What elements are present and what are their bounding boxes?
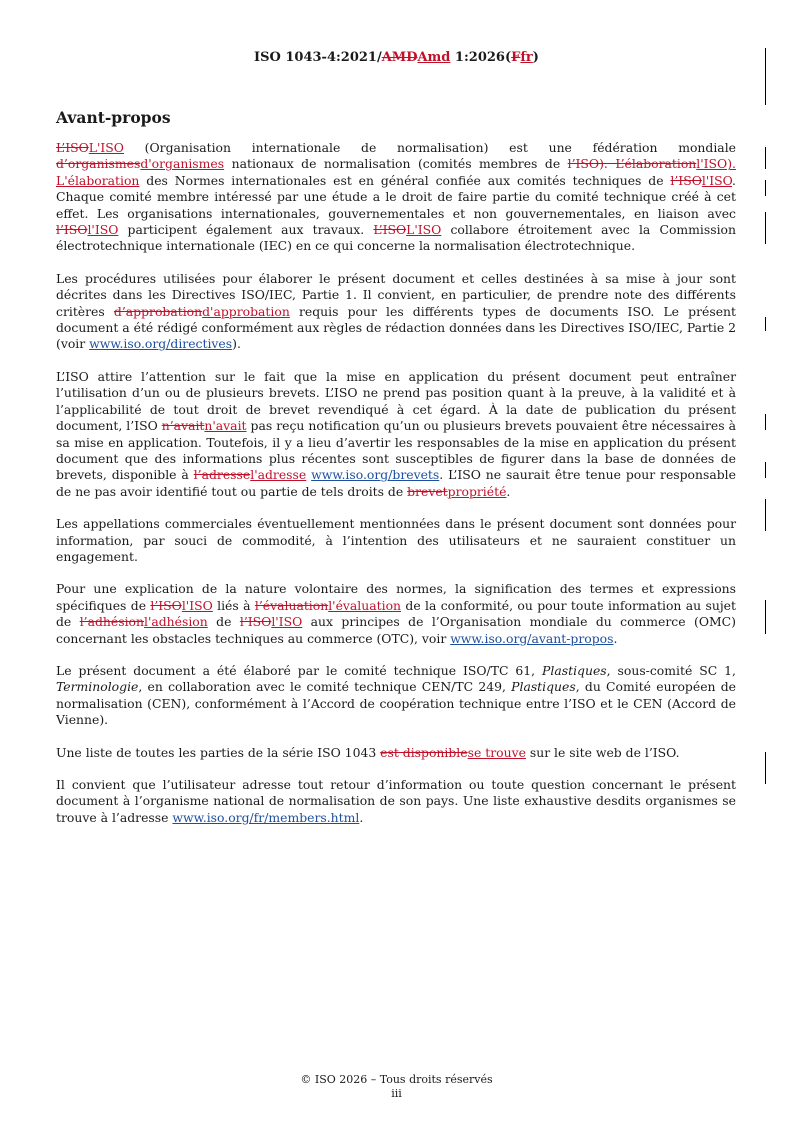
deleted-text: l’adhésion [79, 614, 144, 630]
emphasis-text: Plastiques [511, 679, 576, 695]
paragraph-text: , du Comité européen de normalisation (CEN), conformément à l’Accord de coopération technique entre l’ISO et le CEN (Accord de Vienne). [56, 679, 736, 728]
paragraph-committee [56, 663, 736, 729]
paragraph-text: ). [232, 336, 241, 352]
paragraph-patents [56, 369, 736, 500]
paragraph-text: requis pour les différents types de documents ISO. Le présent document a été rédigé conformément aux règles de rédaction données dans les Directives ISO/IEC, Partie 2 (voir [56, 303, 737, 352]
page-number: iii [391, 1087, 402, 1100]
emphasis-text: Plastiques [542, 662, 607, 678]
inserted-text: l'évaluation [328, 597, 402, 613]
deleted-text: F [511, 50, 521, 65]
deleted-text: L’ISO [56, 140, 89, 155]
paragraph-series-list [56, 745, 736, 761]
change-bar [765, 462, 766, 478]
foreword-body [56, 140, 736, 842]
header-text-c: ) [532, 50, 539, 65]
paragraph-text: , en collaboration avec le comité technique CEN/TC 249, [138, 679, 512, 695]
paragraph-text: . L’ISO ne saurait être tenue pour responsable de ne pas avoir identifié tout ou partie de tels droits de [56, 467, 736, 499]
paragraph-text: . [506, 483, 511, 499]
paragraph-text: sur le site web de l’ISO. [525, 744, 680, 760]
inserted-text: L'ISO [406, 222, 442, 238]
deleted-text: l’adresse [193, 467, 251, 483]
inserted-text: l'ISO [271, 614, 303, 630]
change-bar [765, 48, 766, 105]
change-bar [765, 212, 766, 244]
change-bar [765, 317, 766, 331]
paragraph-text: Une liste de toutes les parties de la série ISO 1043 [56, 744, 381, 760]
members-link[interactable]: www.iso.org/fr/members.html [172, 809, 360, 825]
foreword-link[interactable]: www.iso.org/avant-propos [450, 630, 614, 646]
document-header [0, 50, 793, 65]
inserted-text: l'adresse [250, 467, 307, 483]
deleted-text: l’ISO). L’élaboration [567, 156, 697, 172]
inserted-text: d'approbation [202, 303, 290, 319]
paragraph-text: Pour une explication de la nature volontaire des normes, la signification des termes et expressions spécifiques de [56, 581, 736, 613]
paragraph-text: de [207, 614, 240, 630]
change-bar [765, 600, 766, 634]
inserted-text: fr [520, 50, 533, 65]
deleted-text: n’avait [161, 418, 205, 434]
inserted-text: propriété [447, 483, 507, 499]
inserted-text: d'organismes [140, 156, 225, 172]
patents-link[interactable]: www.iso.org/brevets [311, 467, 440, 483]
paragraph-text: (Organisation internationale de normalisation) est une fédération mondiale [123, 140, 736, 155]
deleted-text: AMD [381, 50, 418, 65]
paragraph-text: collabore étroitement avec la Commission électrotechnique internationale (IEC) en ce qui concerne la normalisation électrotechnique. [56, 222, 736, 254]
paragraph-text: des Normes internationales est en général confiée aux comités techniques de [139, 172, 671, 188]
page-footer [0, 1073, 793, 1101]
deleted-text: l’évaluation [254, 597, 329, 613]
paragraph-text: , sous-comité SC 1, [606, 662, 736, 678]
paragraph-text: participent également aux travaux. [118, 222, 374, 238]
emphasis-text: Terminologie [56, 679, 139, 695]
deleted-text: est disponible [380, 744, 468, 760]
change-bar [765, 752, 766, 784]
inserted-text: l'ISO [701, 172, 733, 188]
header-text-b: 1:2026( [450, 50, 512, 65]
deleted-text: d’organismes [56, 156, 141, 172]
paragraph-feedback [56, 777, 736, 826]
paragraph-text: Le présent document a été élaboré par le comité technique ISO/TC 61, [56, 662, 543, 678]
paragraph-trade-names [56, 516, 736, 565]
deleted-text: d’approbation [113, 303, 203, 319]
inserted-text: l'ISO [181, 597, 213, 613]
inserted-text: n'avait [204, 418, 247, 434]
paragraph-text: L’ISO attire l’attention sur le fait que la mise en application du présent document peut entraîner l’utilisation d’un ou de plusieurs brevets. L’ISO ne prend pas position quant à la preuve, à la validité et à l’applicabilité de tout droit de brevet revendiqué à cet égard. À la date de publication du présent document, l’ISO [56, 368, 736, 434]
inserted-text: Amd [417, 50, 451, 65]
paragraph-text: . [359, 809, 364, 825]
change-bar [765, 147, 766, 169]
section-title: Avant-propos [56, 108, 171, 127]
paragraph-text: nationaux de normalisation (comités membres de [224, 156, 568, 172]
deleted-text: brevet [407, 483, 448, 499]
copyright-notice: © ISO 2026 – Tous droits réservés [300, 1073, 493, 1086]
inserted-text: l'ISO [87, 222, 119, 238]
change-bar [765, 499, 766, 531]
change-bar [765, 180, 766, 196]
paragraph-procedures [56, 271, 736, 353]
paragraph-text: pas reçu notification qu’un ou plusieurs brevets pouvaient être nécessaires à sa mise en application. Toutefois, il y a lieu d’avertir les responsables de la mise en application du présent document que des informations plus récentes sont susceptibles de figurer dans la base de données de brevets, disponible à [56, 418, 736, 483]
paragraph-text: . Chaque comité membre intéressé par une étude a le droit de faire partie du comité technique créé à cet effet. Les organisations internationales, gouvernementales et non gouvernementales, en liaison avec [56, 172, 736, 221]
header-text-a: ISO 1043-4:2021/ [254, 50, 382, 65]
paragraph-wto [56, 581, 736, 647]
paragraph-text: de la conformité, ou pour toute information au sujet de [56, 597, 736, 630]
deleted-text: l’ISO [150, 597, 182, 613]
paragraph-text: Les procédures utilisées pour élaborer le présent document et celles destinées à sa mise à jour sont décrites dans les Directives ISO/IEC, Partie 1. Il convient, en particulier, de prendre note des différents critères [56, 270, 736, 319]
directives-link[interactable]: www.iso.org/directives [89, 336, 233, 352]
paragraph-text: Il convient que l’utilisateur adresse tout retour d’information ou toute question concernant le présent document à l’organisme national de normalisation de son pays. Une liste exhaustive desdits organismes se trouve à l’adresse [56, 777, 736, 825]
paragraph-text: . [613, 630, 618, 646]
paragraph-text: liés à [212, 597, 255, 613]
inserted-text: se trouve [467, 744, 526, 760]
deleted-text: L’ISO [373, 222, 407, 238]
paragraph-text: Les appellations commerciales éventuellement mentionnées dans le présent document sont données pour information, par souci de commodité, à l’intention des utilisateurs et ne sauraient constituer un engagement. [56, 516, 736, 564]
deleted-text: l’ISO [239, 614, 272, 630]
inserted-text: l'ISO). L'élaboration [56, 156, 736, 188]
paragraph-iso-organisation [56, 140, 736, 255]
deleted-text: l’ISO [670, 172, 702, 188]
change-bar [765, 414, 766, 430]
inserted-text: l'adhésion [143, 614, 208, 630]
deleted-text: l’ISO [56, 222, 88, 238]
paragraph-text: aux principes de l’Organisation mondiale du commerce (OMC) concernant les obstacles techniques au commerce (OTC), voir [56, 614, 736, 646]
inserted-text: L'ISO [88, 140, 124, 155]
